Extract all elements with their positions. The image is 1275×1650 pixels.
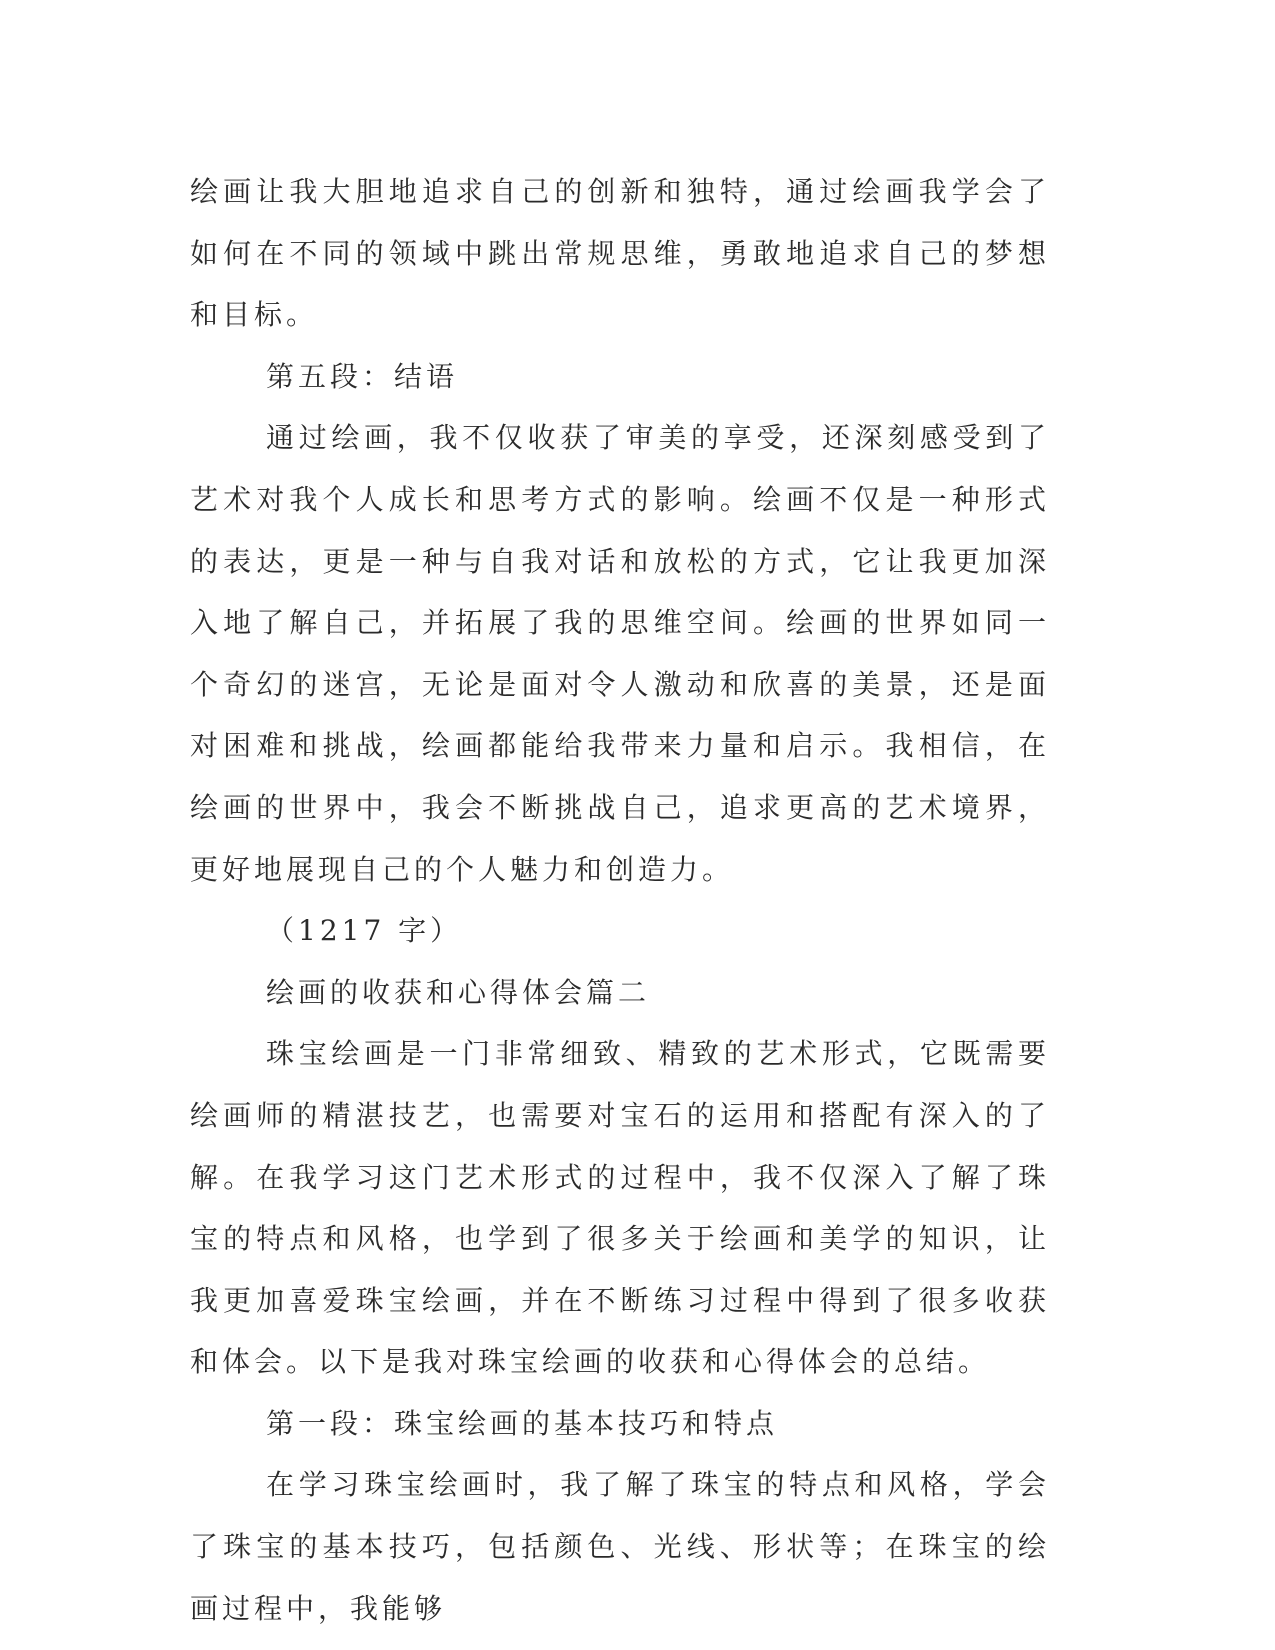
article-title-part-two: 绘画的收获和心得体会篇二 bbox=[266, 975, 651, 1009]
paragraph-basic-skills: 在学习珠宝绘画时，我了解了珠宝的特点和风格，学会了珠宝的基本技巧，包括颜色、光线、形状等；在珠宝的绘画过程中，我能够 bbox=[190, 1468, 1050, 1625]
paragraph-conclusion: 通过绘画，我不仅收获了审美的享受，还深刻感受到了艺术对我个人成长和思考方式的影响。绘画不仅是一种形式的表达，更是一种与自我对话和放松的方式，它让我更加深入地了解自己，并拓展了我的思维空间。绘画的世界如同一个奇幻的迷宫，无论是面对令人激动和欣喜的美景，还是面对困难和挑战，绘画都能给我带来力量和启示。我相信，在绘画的世界中，我会不断挑战自己，追求更高的艺术境界，更好地展现自己的个人魅力和创造力。 bbox=[190, 421, 1050, 886]
document-body bbox=[190, 161, 1050, 1639]
paragraph-painting-innovation: 绘画让我大胆地追求自己的创新和独特，通过绘画我学会了如何在不同的领域中跳出常规思维，勇敢地追求自己的梦想和目标。 bbox=[190, 175, 1050, 332]
word-count: （1217 字） bbox=[266, 914, 463, 948]
section-heading-conclusion: 第五段：结语 bbox=[266, 359, 459, 393]
section-heading-basic-skills: 第一段：珠宝绘画的基本技巧和特点 bbox=[266, 1406, 779, 1440]
paragraph-jewelry-intro: 珠宝绘画是一门非常细致、精致的艺术形式，它既需要绘画师的精湛技艺，也需要对宝石的运用和搭配有深入的了解。在我学习这门艺术形式的过程中，我不仅深入了解了珠宝的特点和风格，也学到了很多关于绘画和美学的知识，让我更加喜爱珠宝绘画，并在不断练习过程中得到了很多收获和体会。以下是我对珠宝绘画的收获和心得体会的总结。 bbox=[190, 1037, 1050, 1379]
